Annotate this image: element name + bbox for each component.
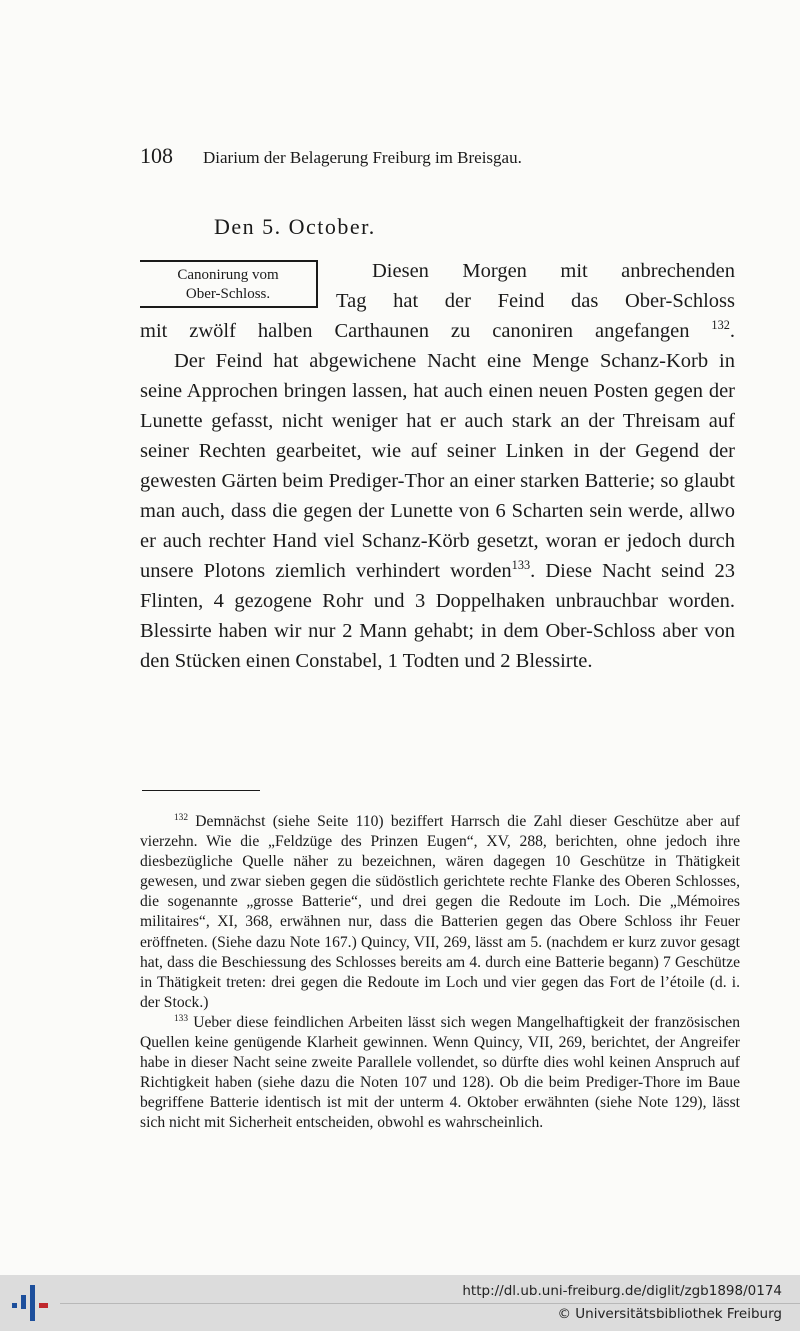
paragraph-1-line: Tag hat der Feind das Ober-Schloss: [336, 290, 735, 312]
paragraph-1-line: [140, 316, 735, 346]
footnote-text: Ueber diese feindlichen Arbeiten lässt sich wegen Mangelhaftigkeit der französischen Quellen keine genügende Klarheit gewinnen. Wenn Quincy, VII, 269, berichtet, der Angreifer habe in dieser Nacht seine zweite Parallele vollendet, so dürfte dies wohl keinen Anspruch auf Richtigkeit haben (siehe dazu die Noten 107 und 128). Ob die beim Prediger-Thore im Baue begriffene Batterie identisch ist mit der unterm 4. Oktober erwähnten (siehe Note 129), lässt sich nicht mit Sicherheit entscheiden, obwohl es wahrscheinlich.: [140, 1013, 740, 1132]
marginal-note-line: Ober-Schloss.: [185, 286, 271, 302]
footnote-132: [140, 812, 740, 1013]
permalink-url[interactable]: http://dl.ub.uni-freiburg.de/diglit/zgb1898/0174: [462, 1283, 782, 1299]
paragraph-2-text: Der Feind hat abgewichene Nacht eine Menge Schanz-Korb in seine Approchen bringen lassen, hat auch einen neuen Posten gegen der Lunette gefasst, nicht weniger hat er auch stark an der Threisam auf seiner Rechten gearbeitet, wie auf seiner Linken in der Gegend der gewesten Gärten beim Prediger-Thor an einer starken Batterie; so glaubt man auch, dass die gegen der Lunette von 6 Scharten sein werde, allwo er auch rechter Hand viel Schanz-Körb gesetzt, woran er jedoch durch unsere Plotons ziemlich verhindert worden: [140, 350, 735, 582]
footnotes: [140, 812, 740, 1134]
page-header: [140, 143, 740, 169]
footnote-number: 132: [174, 812, 189, 823]
footnote-133: [140, 1013, 740, 1134]
paragraph-1-line: Diesen Morgen mit anbrechenden: [372, 260, 735, 282]
marginal-note-line: Canonirung vom: [177, 267, 279, 283]
paragraph-1-end: .: [729, 320, 735, 342]
viewer-footer: [0, 1275, 800, 1331]
paragraph-1-text: mit zwölf halben Carthaunen zu canoniren angefangen: [140, 320, 690, 342]
paragraph-2-text: . Diese Nacht seind 23 Flinten, 4 gezogene Rohr und 3 Doppelhaken unbrauchbar worden. Blessirte haben wir nur 2 Mann gehabt; in dem Ober-Schloss aber von den Stücken einen Constabel, 1 Todten und 2 Blessirte.: [140, 560, 735, 672]
copyright-notice: © Universitätsbibliothek Freiburg: [557, 1306, 782, 1322]
paragraph-1: [140, 256, 735, 346]
section-heading: Den 5. October.: [214, 214, 376, 239]
footnote-divider: [142, 790, 260, 791]
footnote-number: 133: [174, 1013, 189, 1024]
footer-divider: [60, 1303, 800, 1304]
library-logo-icon: [8, 1283, 52, 1323]
page-number: 108: [140, 143, 173, 168]
footnote-ref-133[interactable]: 133: [511, 558, 531, 573]
running-title: Diarium der Belagerung Freiburg im Breisgau.: [203, 148, 522, 167]
paragraph-2: [140, 346, 735, 676]
footnote-text: Demnächst (siehe Seite 110) beziffert Harrsch die Zahl dieser Geschütze aber auf vierzehn. Wie die „Feldzüge des Prinzen Eugen“, XV, 288, berichten, ohne jedoch ihre diesbezügliche Quelle näher zu bezeichnen, wären dagegen 10 Geschütze in Thätigkeit gewesen, und zwar sieben gegen die südöstlich gerichtete rechte Flanke des Oberen Schlosses, die sogenannte „grosse Batterie“, und drei gegen die Redoute im Loch. Die „Mémoires militaires“, XI, 368, erwähnen nur, dass die Batterien gegen das Obere Schloss ihr Feuer eröffneten. (Siehe dazu Note 167.) Quincy, VII, 269, lässt am 5. (nachdem er kurz zuvor gesagt hat, dass die Beschiessung des Schlosses bereits am 4. durch eine Batterie begann) 7 Geschütze in Thätigkeit treten: drei gegen die Redoute im Loch und vier gegen das Fort de l’étoile (d. i. der Stock.): [140, 813, 740, 1011]
footnote-ref-132[interactable]: 132: [711, 318, 730, 333]
